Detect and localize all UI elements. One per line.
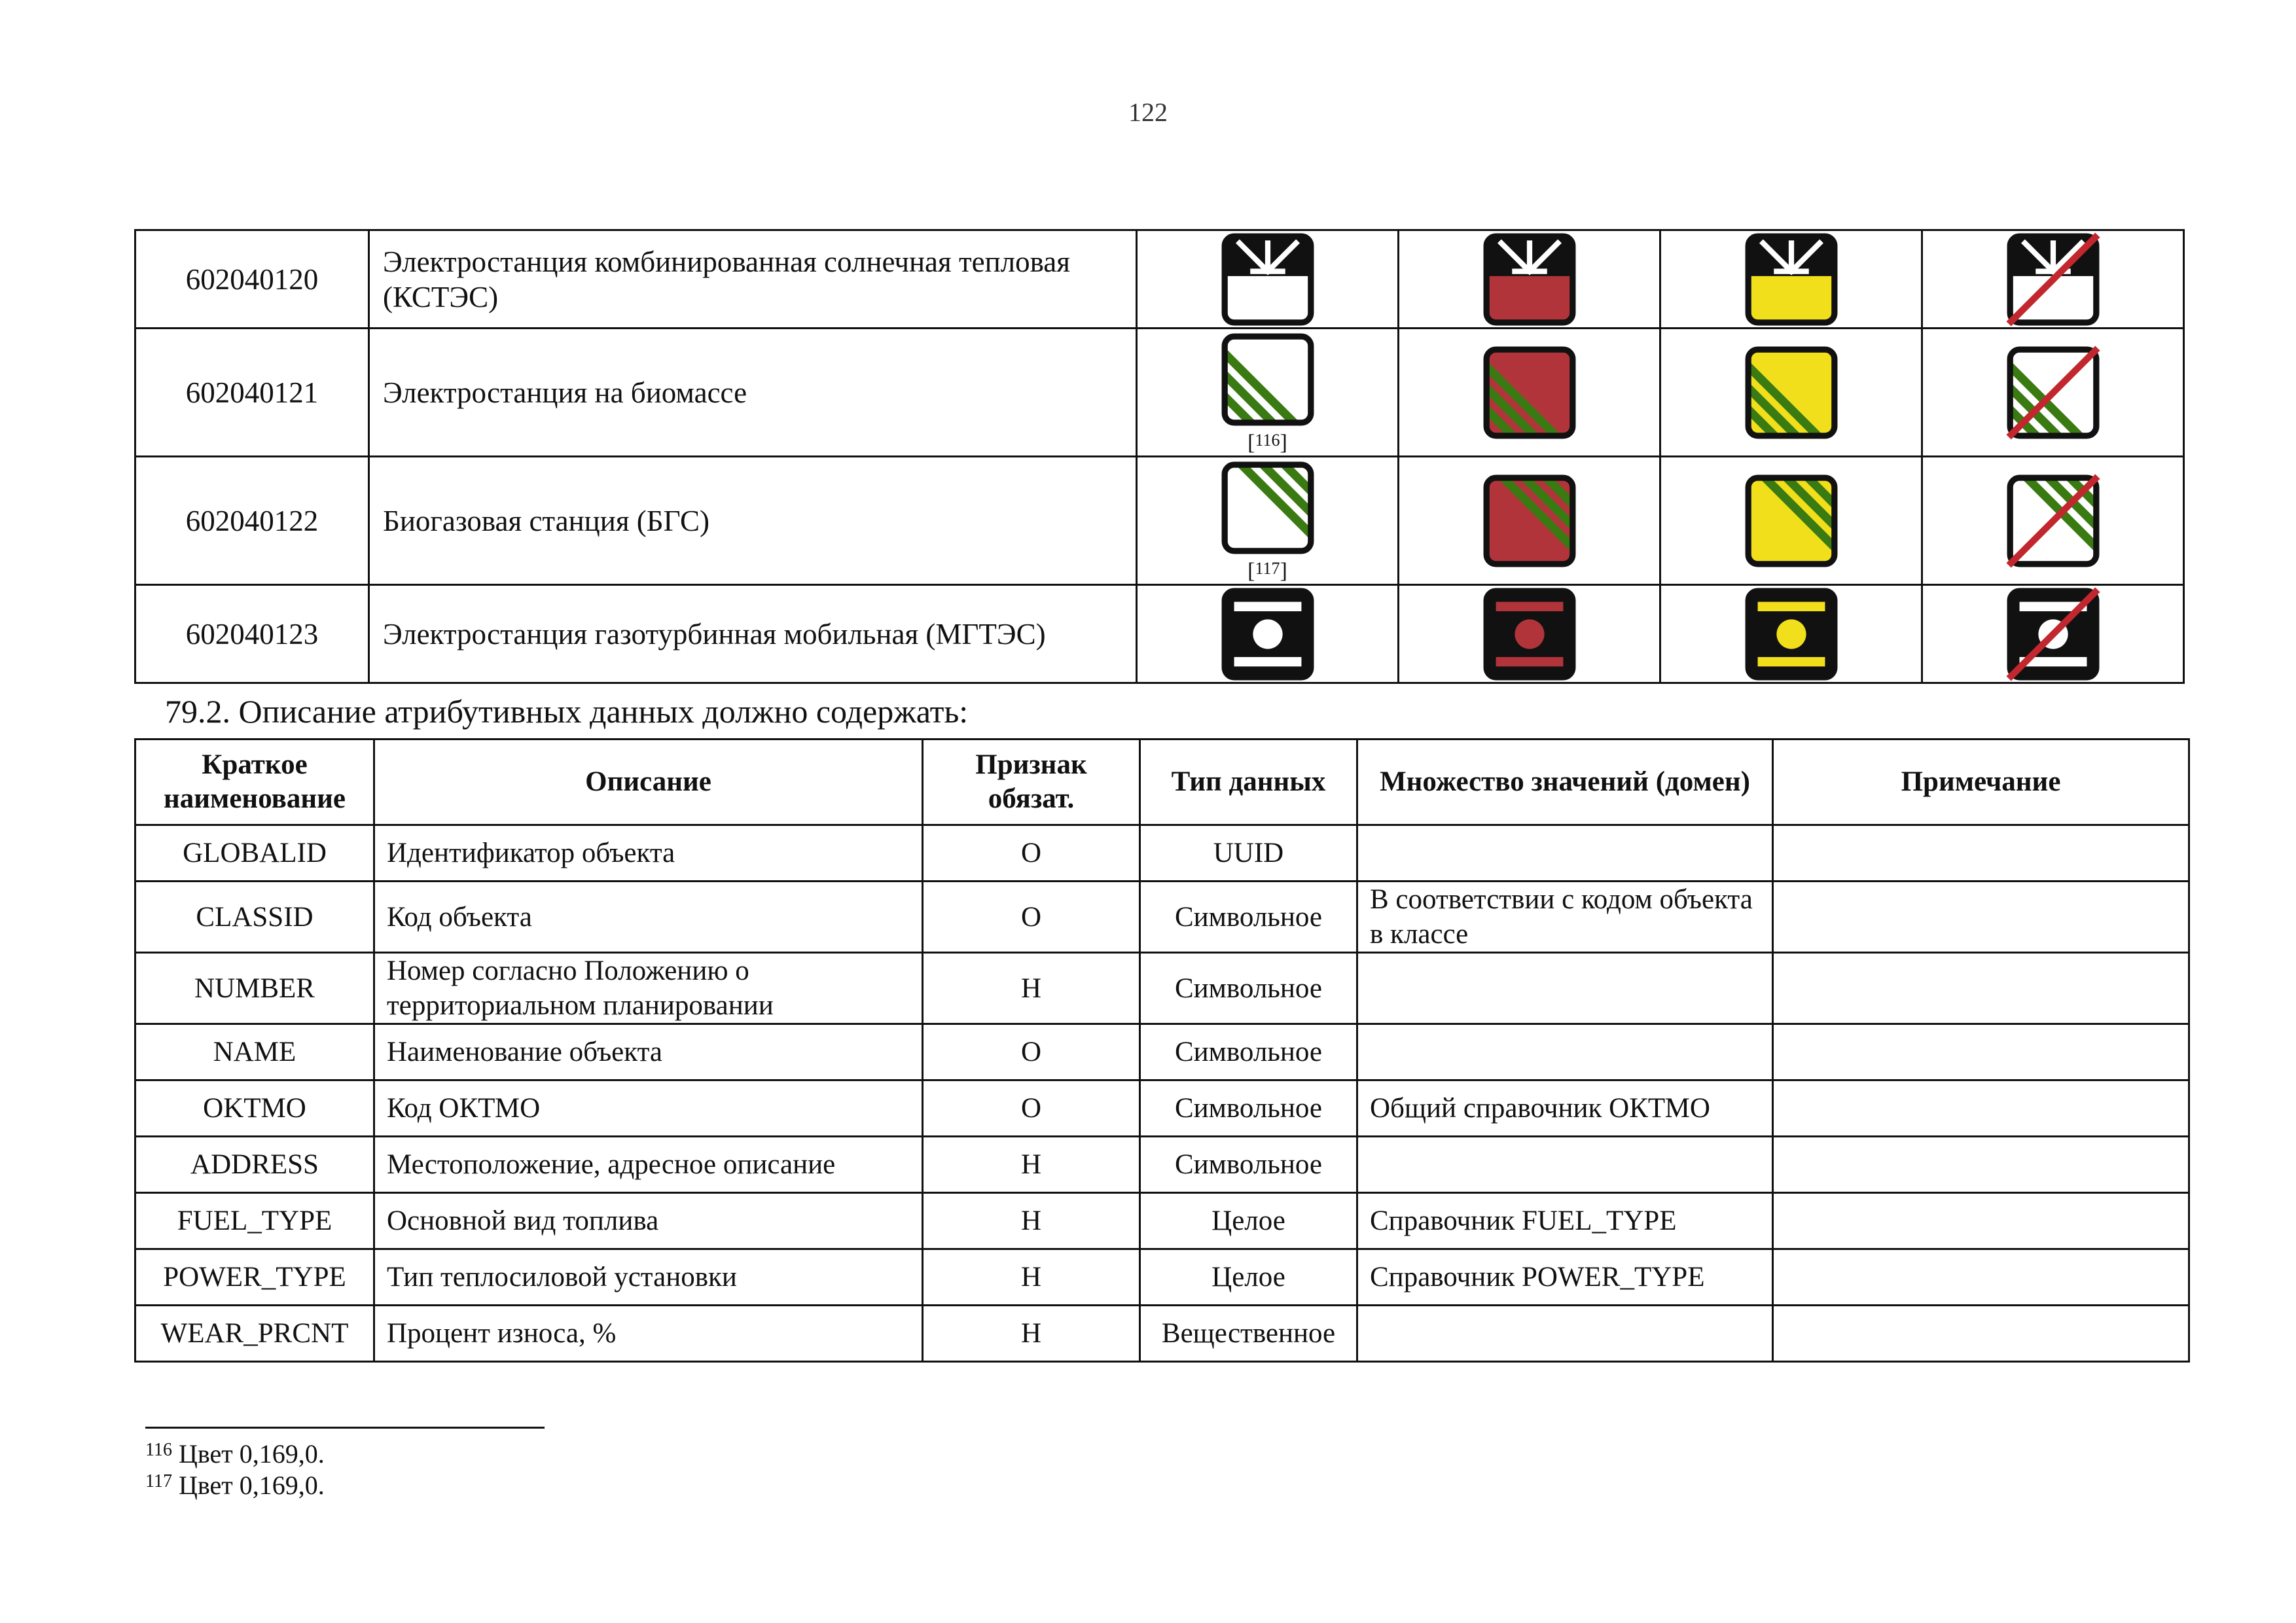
symbol-name: Биогазовая станция (БГС) (369, 457, 1137, 585)
symbol-row (135, 457, 2184, 585)
symbol-cell-normal (1137, 329, 1399, 457)
cell-note (1773, 825, 2189, 882)
cell-data-type: UUID (1140, 825, 1357, 882)
header-required: Признак обязат. (923, 740, 1140, 825)
cell-description: Номер согласно Положению о территориальном планировании (374, 953, 923, 1024)
cell-short-name: POWER_TYPE (135, 1249, 374, 1306)
solar-thermal-icon (1138, 232, 1397, 327)
biomass-icon (1138, 332, 1397, 427)
cell-description: Код ОКТМО (374, 1080, 923, 1137)
cell-description: Тип теплосиловой установки (374, 1249, 923, 1306)
cell-data-type: Символьное (1140, 1024, 1357, 1080)
table-row (135, 1249, 2189, 1306)
cell-required: Н (923, 1249, 1140, 1306)
footnote-divider (145, 1427, 545, 1429)
symbol-cell-red (1399, 230, 1660, 329)
mobile-gas-turbine-icon (1661, 587, 1921, 681)
footnote (145, 1438, 325, 1470)
symbol-cell-yellow (1660, 329, 1922, 457)
symbol-name: Электростанция на биомассе (369, 329, 1137, 457)
symbol-cell-yellow (1660, 457, 1922, 585)
symbol-cell-yellow (1660, 230, 1922, 329)
header-domain: Множество значений (домен) (1357, 740, 1773, 825)
cell-note (1773, 882, 2189, 953)
footnote (145, 1470, 325, 1501)
footnote-reference-number: 117 (1255, 559, 1280, 578)
cell-note (1773, 1080, 2189, 1137)
symbol-cell-crossed (1922, 230, 2184, 329)
section-heading: 79.2. Описание атрибутивных данных должно содержать: (165, 693, 969, 730)
symbol-cell-red (1399, 457, 1660, 585)
cell-note (1773, 953, 2189, 1024)
mobile-gas-turbine-icon (1399, 587, 1659, 681)
symbol-code: 602040121 (135, 329, 369, 457)
cell-domain (1357, 1024, 1773, 1080)
cell-short-name: NUMBER (135, 953, 374, 1024)
attribute-table (134, 738, 2190, 1363)
solar-thermal-icon (1399, 232, 1659, 327)
symbol-name: Электростанция газотурбинная мобильная (МГТЭС) (369, 585, 1137, 683)
symbol-cell-red (1399, 585, 1660, 683)
table-row (135, 825, 2189, 882)
symbol-cell-yellow (1660, 585, 1922, 683)
footnote-number: 117 (145, 1471, 172, 1491)
biogas-icon (1923, 474, 2183, 568)
header-data-type: Тип данных (1140, 740, 1357, 825)
symbol-code: 602040123 (135, 585, 369, 683)
biogas-icon (1138, 461, 1397, 555)
symbol-cell-normal (1137, 585, 1399, 683)
biogas-icon (1661, 474, 1921, 568)
footnote-reference: [$^{117}$] (1247, 559, 1287, 583)
symbol-cell-red (1399, 329, 1660, 457)
cell-data-type: Символьное (1140, 1137, 1357, 1193)
cell-domain (1357, 953, 1773, 1024)
biogas-icon (1399, 474, 1659, 568)
cell-required: Н (923, 1306, 1140, 1362)
table-row (135, 1080, 2189, 1137)
cell-domain: Справочник POWER_TYPE (1357, 1249, 1773, 1306)
cell-domain: Общий справочник ОКТМО (1357, 1080, 1773, 1137)
cell-required: О (923, 1024, 1140, 1080)
footnote-text: Цвет 0,169,0. (178, 1439, 325, 1469)
cell-domain (1357, 1137, 1773, 1193)
cell-short-name: ADDRESS (135, 1137, 374, 1193)
cell-domain: Справочник FUEL_TYPE (1357, 1193, 1773, 1249)
symbol-cell-normal (1137, 230, 1399, 329)
mobile-gas-turbine-icon (1138, 587, 1397, 681)
symbol-code: 602040122 (135, 457, 369, 585)
cell-domain: В соответствии с кодом объекта в классе (1357, 882, 1773, 953)
cell-short-name: OKTMO (135, 1080, 374, 1137)
cell-required: Н (923, 953, 1140, 1024)
cell-required: О (923, 882, 1140, 953)
cell-note (1773, 1137, 2189, 1193)
table-row (135, 882, 2189, 953)
symbol-name: Электростанция комбинированная солнечная тепловая (КСТЭС) (369, 230, 1137, 329)
symbol-row (135, 230, 2184, 329)
mobile-gas-turbine-icon (1923, 587, 2183, 681)
cell-note (1773, 1024, 2189, 1080)
symbol-cell-crossed (1922, 585, 2184, 683)
symbol-cell-normal (1137, 457, 1399, 585)
cell-note (1773, 1249, 2189, 1306)
symbol-cell-crossed (1922, 329, 2184, 457)
cell-description: Процент износа, % (374, 1306, 923, 1362)
cell-description: Наименование объекта (374, 1024, 923, 1080)
table-row (135, 1193, 2189, 1249)
cell-data-type: Вещественное (1140, 1306, 1357, 1362)
cell-short-name: NAME (135, 1024, 374, 1080)
symbol-table (134, 229, 2185, 684)
cell-required: О (923, 1080, 1140, 1137)
cell-required: Н (923, 1137, 1140, 1193)
cell-short-name: FUEL_TYPE (135, 1193, 374, 1249)
table-row (135, 1306, 2189, 1362)
cell-data-type: Целое (1140, 1193, 1357, 1249)
cell-description: Код объекта (374, 882, 923, 953)
cell-short-name: WEAR_PRCNT (135, 1306, 374, 1362)
footnote-number: 116 (145, 1440, 172, 1460)
table-row (135, 953, 2189, 1024)
header-short-name: Краткое наименование (135, 740, 374, 825)
cell-data-type: Символьное (1140, 882, 1357, 953)
cell-description: Местоположение, адресное описание (374, 1137, 923, 1193)
cell-domain (1357, 825, 1773, 882)
symbol-row (135, 329, 2184, 457)
biomass-icon (1923, 346, 2183, 440)
cell-note (1773, 1306, 2189, 1362)
cell-description: Идентификатор объекта (374, 825, 923, 882)
cell-required: Н (923, 1193, 1140, 1249)
footnote-reference-number: 116 (1255, 431, 1280, 450)
biomass-icon (1399, 346, 1659, 440)
cell-data-type: Символьное (1140, 953, 1357, 1024)
cell-short-name: GLOBALID (135, 825, 374, 882)
header-note: Примечание (1773, 740, 2189, 825)
symbol-row (135, 585, 2184, 683)
cell-short-name: CLASSID (135, 882, 374, 953)
cell-data-type: Целое (1140, 1249, 1357, 1306)
header-description: Описание (374, 740, 923, 825)
symbol-cell-crossed (1922, 457, 2184, 585)
footnote-text: Цвет 0,169,0. (178, 1471, 325, 1500)
cell-required: О (923, 825, 1140, 882)
table-row (135, 1137, 2189, 1193)
footnote-reference: [$^{116}$] (1247, 431, 1287, 455)
symbol-code: 602040120 (135, 230, 369, 329)
table-row (135, 1024, 2189, 1080)
biomass-icon (1661, 346, 1921, 440)
solar-thermal-icon (1923, 232, 2183, 327)
cell-domain (1357, 1306, 1773, 1362)
attribute-header-row (135, 740, 2189, 825)
page-number: 122 (1128, 98, 1168, 127)
cell-description: Основной вид топлива (374, 1193, 923, 1249)
cell-note (1773, 1193, 2189, 1249)
cell-data-type: Символьное (1140, 1080, 1357, 1137)
solar-thermal-icon (1661, 232, 1921, 327)
